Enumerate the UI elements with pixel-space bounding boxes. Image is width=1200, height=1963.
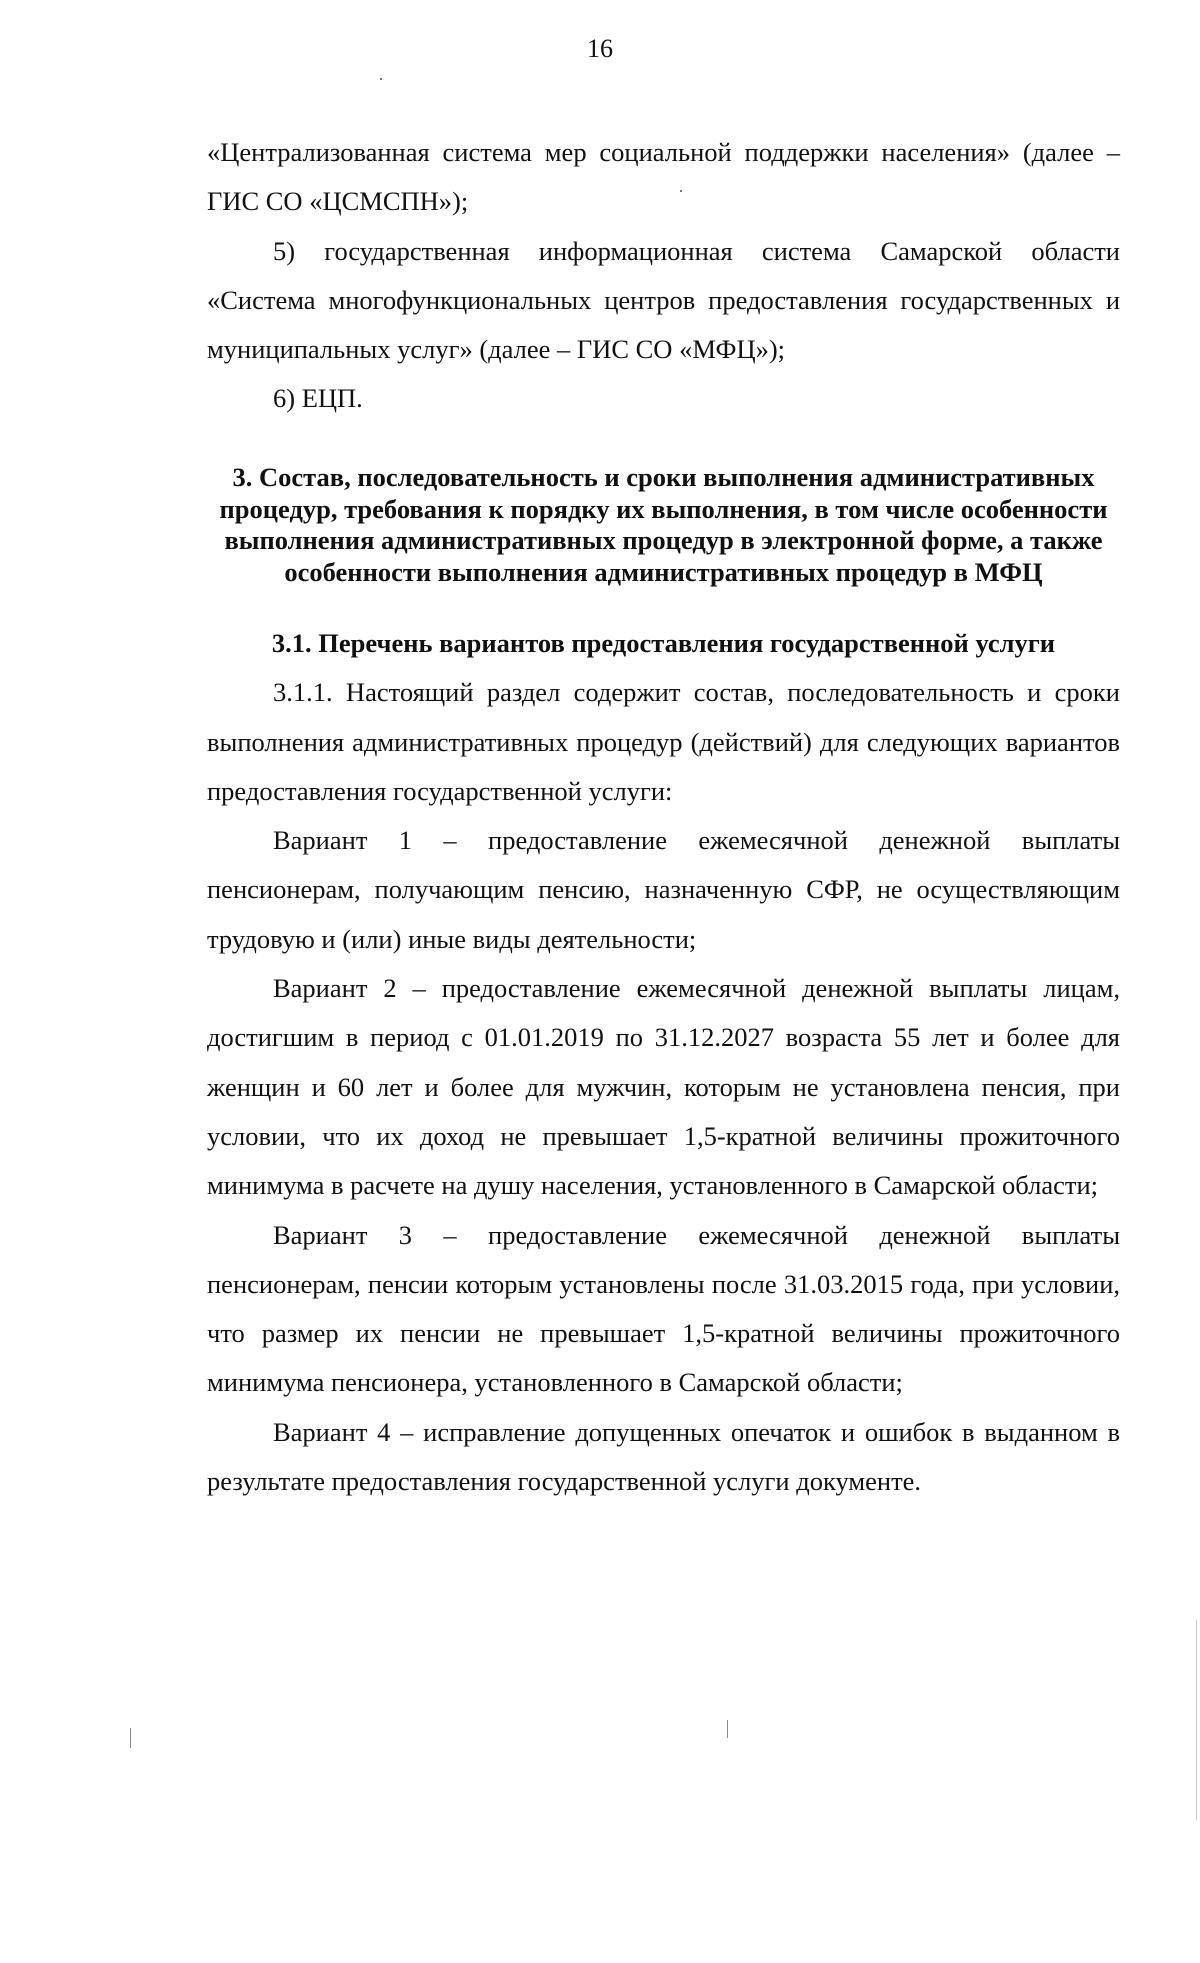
- subsection-heading: 3.1. Перечень вариантов предоставления государственной услуги: [271, 627, 1056, 658]
- scan-artifact: [727, 1720, 728, 1738]
- scan-artifact: [680, 190, 682, 192]
- paragraph-item-6: 6) ЕЦП.: [273, 383, 363, 414]
- page-number: 16: [587, 34, 613, 63]
- paragraph-item-5: 5) государственная информационная система Самарской области «Система многофункциональных центров предоставления государственных и муниципальных услуг» (далее – ГИС СО «МФЦ»);: [207, 235, 1120, 365]
- paragraph-variant-4: Вариант 4 – исправление допущенных опечаток и ошибок в выданном в результате предоставления государственной услуги документе.: [207, 1416, 1120, 1497]
- paragraph-variant-3: Вариант 3 – предоставление ежемесячной денежной выплаты пенсионерам, пенсии которым установлены после 31.03.2015 года, при условии, что размер их пенсии не превышает 1,5-кратной величины прожиточного минимума пенсионера, установленного в Самарской области;: [207, 1219, 1120, 1398]
- scan-artifact: [380, 78, 382, 80]
- document-body: [207, 128, 1120, 1506]
- paragraph-variant-2: Вариант 2 – предоставление ежемесячной денежной выплаты лицам, достигшим в период с 01.01.2019 по 31.12.2027 возраста 55 лет и более для женщин и 60 лет и более для мужчин, которым не установлена пенсия, при условии, что их доход не превышает 1,5-кратной величины прожиточного минимума в расчете на душу населения, установленного в Самарской области;: [207, 973, 1120, 1201]
- paragraph-continuation: «Централизованная система мер социальной поддержки населения» (далее – ГИС СО «ЦСМСПН»);: [207, 137, 1120, 217]
- section-heading: 3. Состав, последовательность и сроки выполнения административных процедур, требования к порядку их выполнения, в том числе особенности выполнения административных процедур в электронной форме, а также особенности выполнения административных процедур в МФЦ: [219, 461, 1108, 588]
- paragraph-3-1-1: 3.1.1. Настоящий раздел содержит состав, последовательность и сроки выполнения административных процедур (действий) для следующих вариантов предоставления государственной услуги:: [207, 677, 1120, 806]
- scan-artifact: [130, 1728, 131, 1748]
- paragraph-variant-1: Вариант 1 – предоставление ежемесячной денежной выплаты пенсионерам, получающим пенсию, назначенную СФР, не осуществляющим трудовую и (или) иные виды деятельности;: [207, 825, 1120, 954]
- scan-artifact: [1196, 1620, 1197, 1820]
